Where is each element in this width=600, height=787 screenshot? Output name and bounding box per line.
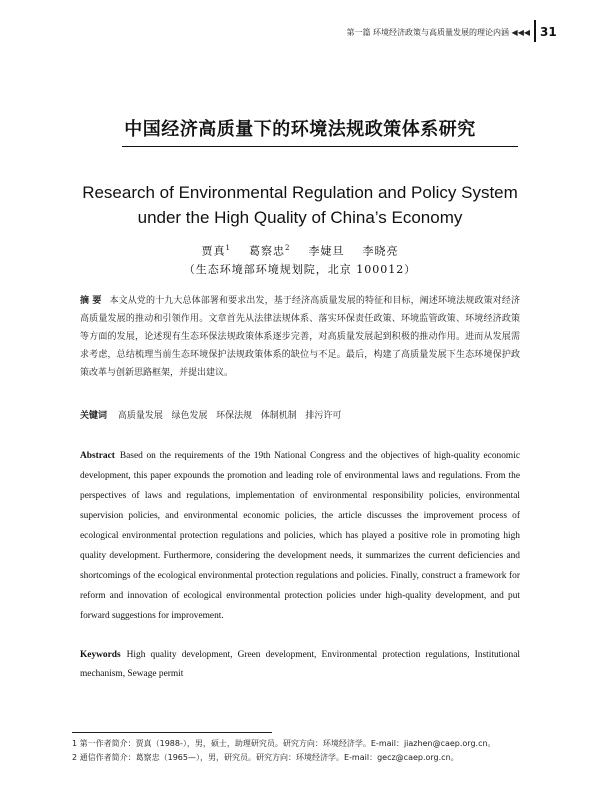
title-underline — [122, 146, 518, 147]
keywords-chinese — [80, 408, 520, 424]
abstract-chinese — [80, 292, 520, 382]
footnote-divider — [72, 732, 272, 733]
keywords-text-en: High quality development, Green development, Environmental protection regulations, Institutional mechanism, Sewage permit — [80, 650, 520, 679]
running-header: 第一篇 环境经济政策与高质量发展的理论内涵 ◀◀◀ — [346, 28, 530, 37]
footnote-first-author: 1 第一作者简介：贾真（1988-），男，硕士，助理研究员。研究方向：环境经济学。E-mail：jiazhen@caep.org.cn。 — [72, 739, 496, 748]
title-english: Research of Environmental Regulation and Policy System under the High Quality of China’s Economy — [82, 183, 518, 227]
author-list — [0, 240, 600, 260]
keyword-item: 排污许可 — [305, 411, 342, 421]
keywords-label-en: Keywords — [80, 650, 121, 660]
title-chinese: 中国经济高质量下的环境法规政策体系研究 — [124, 119, 476, 140]
keywords-english — [80, 646, 520, 684]
author-name: 贾真 — [201, 244, 226, 258]
affiliation: （生态环境部环境规划院，北京 100012） — [183, 263, 417, 276]
abstract-label-cn: 摘 要 — [80, 296, 102, 306]
abstract-label-en: Abstract — [80, 451, 115, 461]
keyword-item: 绿色发展 — [171, 411, 208, 421]
keywords-label-cn: 关键词 — [80, 411, 108, 421]
author-name: 李婕旦 — [308, 244, 345, 258]
keyword-item: 高质量发展 — [117, 411, 163, 421]
author-mark: 2 — [285, 244, 291, 252]
abstract-text-en: Based on the requirements of the 19th National Congress and the objectives of high-quality economic development, this paper expounds the promotion and leading role of environmental laws and regulations. From the perspectives of laws and regulations, implementation of environmental responsibility policies, environmental supervision policies, and environmental economic policies, the article discusses the improvement process of ecological environmental protection regulations and policies, which has played a positive role in promoting high quality development. Furthermore, considering the development needs, it summarizes the current deficiencies and shortcomings of the ecological environmental protection regulations and policies. Finally, construct a framework for reform and innovation of ecological environmental protection policies under high-quality development, and put forward suggestions for improvement. — [80, 451, 520, 621]
keyword-item: 体制机制 — [260, 411, 297, 421]
keyword-item: 环保法规 — [216, 411, 253, 421]
abstract-text-cn: 本文从党的十九大总体部署和要求出发，基于经济高质量发展的特征和目标，阐述环境法规政策对经济高质量发展的推动和引领作用。文章首先从法律法规体系、落实环保责任政策、环境监管政策、环境经济政策等方面的发展，论述现有生态环保法规政策体系逐步完善，对高质量发展起到积极的推动作用。进而从发展需求考虑，总结梳理当前生态环境保护法规政策体系的缺位与不足。最后，构建了高质量发展下生态环境保护政策改革与创新思路框架，并提出建议。 — [80, 296, 520, 378]
author-name: 李晓亮 — [362, 244, 399, 258]
footnote-corresponding-author: 2 通信作者简介：葛察忠（1965—），男，研究员。研究方向：环境经济学。E-mail：gecz@caep.org.cn。 — [72, 753, 459, 762]
page-number: 31 — [540, 25, 557, 39]
author-mark: 1 — [225, 244, 231, 252]
header-separator — [534, 20, 536, 42]
abstract-english — [80, 446, 520, 626]
author-name: 葛察忠 — [249, 244, 285, 258]
